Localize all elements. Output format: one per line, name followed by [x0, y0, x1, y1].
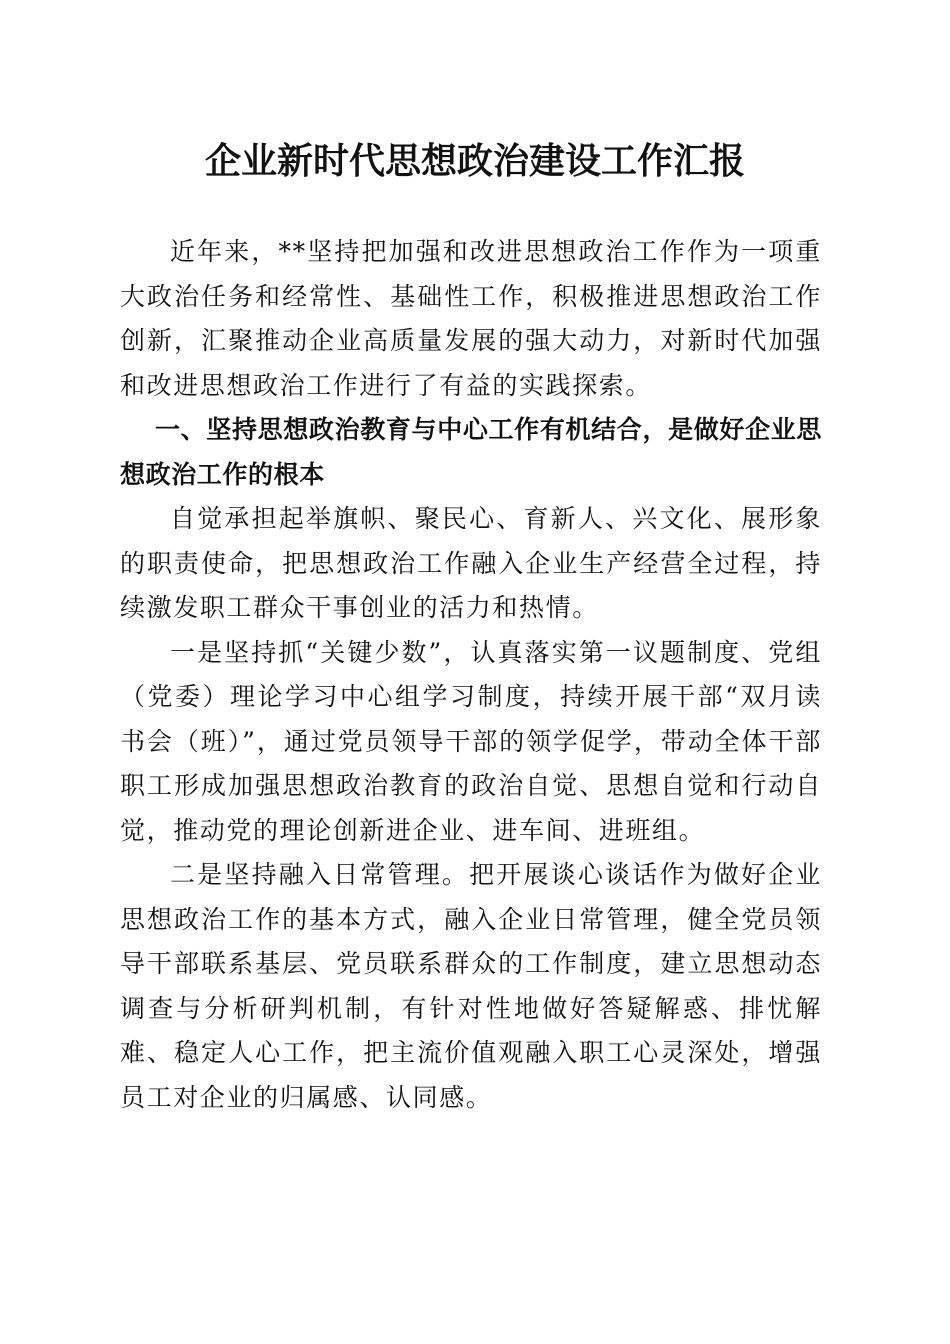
document-title: 企业新时代思想政治建设工作汇报 [204, 140, 745, 182]
point-1-paragraph: 一是坚持抓“关键少数”，认真落实第一议题制度、党组（党委）理论学习中心组学习制度，持续开展干部“双月读书会（班）”，通过党员领导干部的领学促学，带动全体干部职工形成加强思想政治教育的政治自觉、思想自觉和行动自觉，推动党的理论创新进企业、进车间、进班组。 [120, 637, 822, 845]
intro-paragraph: 近年来，**坚持把加强和改进思想政治工作作为一项重大政治任务和经常性、基础性工作，积极推进思想政治工作创新，汇聚推动企业高质量发展的强大动力，对新时代加强和改进思想政治工作进行了有益的实践探索。 [120, 237, 822, 400]
point-2-paragraph: 二是坚持融入日常管理。把开展谈心谈话作为做好企业思想政治工作的基本方式，融入企业日常管理，健全党员领导干部联系基层、党员联系群众的工作制度，建立思想动态调查与分析研判机制，有针对性地做好答疑解惑、排忧解难、稳定人心工作，把主流价值观融入职工心灵深处，增强员工对企业的归属感、认同感。 [120, 860, 822, 1112]
document-body [120, 230, 822, 1120]
section-heading-1: 一、坚持思想政治教育与中心工作有机结合，是做好企业思想政治工作的根本 [120, 415, 822, 489]
section-1-paragraph: 自觉承担起举旗帜、聚民心、育新人、兴文化、展形象的职责使命，把思想政治工作融入企业生产经营全过程，持续激发职工群众干事创业的活力和热情。 [120, 504, 822, 622]
